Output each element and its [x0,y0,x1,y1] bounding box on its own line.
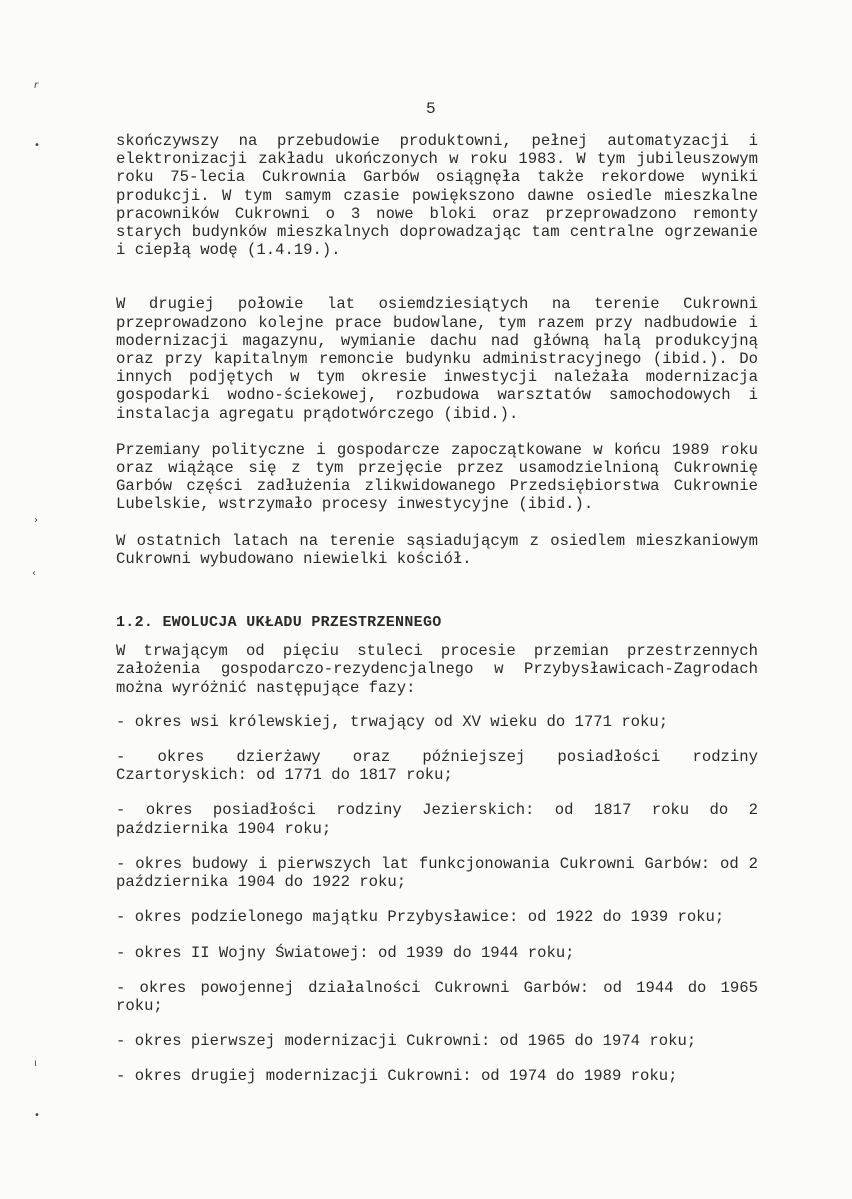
section-intro: W trwającym od pięciu stuleci procesie przemian przestrzennych założenia gospodarczo-rezydencjalnego w Przybysławicach-Zagrodach można wyróżnić następujące fazy: [116,642,758,697]
phase-list [116,713,758,1086]
phase-item: - okres budowy i pierwszych lat funkcjonowania Cukrowni Garbów: od 2 października 1904 do 1922 roku; [116,854,758,892]
page-body [116,132,758,1103]
phase-item: - okres pierwszej modernizacji Cukrowni: od 1965 do 1974 roku; [116,1032,697,1051]
phase-item: - okres powojennej działalności Cukrowni Garbów: od 1944 do 1965 roku; [116,978,758,1015]
phase-item: - okres drugiej modernizacji Cukrowni: od 1974 do 1989 roku; [116,1067,678,1086]
phase-item: - okres wsi królewskiej, trwający od XV wieku do 1771 roku; [116,712,669,731]
section-heading: 1.2. EWOLUCJA UKŁADU PRZESTRZENNEGO [116,614,442,632]
phase-item: - okres dzierżawy oraz późniejszej posiadłości rodziny Czartoryskich: od 1771 do 1817 roku; [116,748,758,785]
paragraph: Przemiany polityczne i gospodarcze zapoczątkowane w końcu 1989 roku oraz wiążące się z tym przejęcie przez usamodzielnioną Cukrownię Garbów części zadłużenia zlikwidowanego Przedsiębiorstwa Cukrownie Lubelskie, wstrzymało procesy inwestycyjne (ibid.). [116,440,758,514]
phase-item: - okres posiadłości rodziny Jezierskich: od 1817 roku do 2 października 1904 roku; [116,801,758,838]
margin-dot: • [34,140,40,151]
margin-dot: › [34,515,38,526]
margin-dot: • [34,1110,40,1121]
phase-item: - okres podzielonego majątku Przybysławice: od 1922 do 1939 roku; [116,908,725,927]
paragraph: W drugiej połowie lat osiemdziesiątych na terenie Cukrowni przeprowadzono kolejne prace budowlane, tym razem przy nadbudowie i modernizacji magazynu, wymianie dachu nad główną halą produkcyjną oraz przy kapitalnym remoncie budynku administracyjnego (ibid.). Do innych podjętych w tym okresie inwestycji należała modernizacja gospodarki wodno-ściekowej, rozbudowa warsztatów samochodowych i instalacja agregatu prądotwórczego (ibid.). [116,295,758,423]
margin-dot: ‹ [32,568,36,579]
paragraph: skończywszy na przebudowie produktowni, pełnej automatyzacji i elektronizacji zakładu ukończonych w roku 1983. W tym jubileuszowym roku 75-lecia Cukrownia Garbów osiągnęła także rekordowe wyniki produkcji. W tym samym czasie powiększono dawne osiedle mieszkalne pracowników Cukrowni o 3 nowe bloki oraz przeprowadzono remonty starych budynków mieszkalnych doprowadzając tam centralne ogrzewanie i ciepłą wodę (1.4.19.). [116,132,758,260]
page-number: 5 [426,100,437,118]
paragraph: W ostatnich latach na terenie sąsiadującym z osiedlem mieszkaniowym Cukrowni wybudowano niewielki kościół. [116,531,758,568]
margin-dot: ı [34,1058,37,1069]
phase-item: - okres II Wojny Światowej: od 1939 do 1944 roku; [116,943,575,962]
margin-mark: r [34,80,39,91]
